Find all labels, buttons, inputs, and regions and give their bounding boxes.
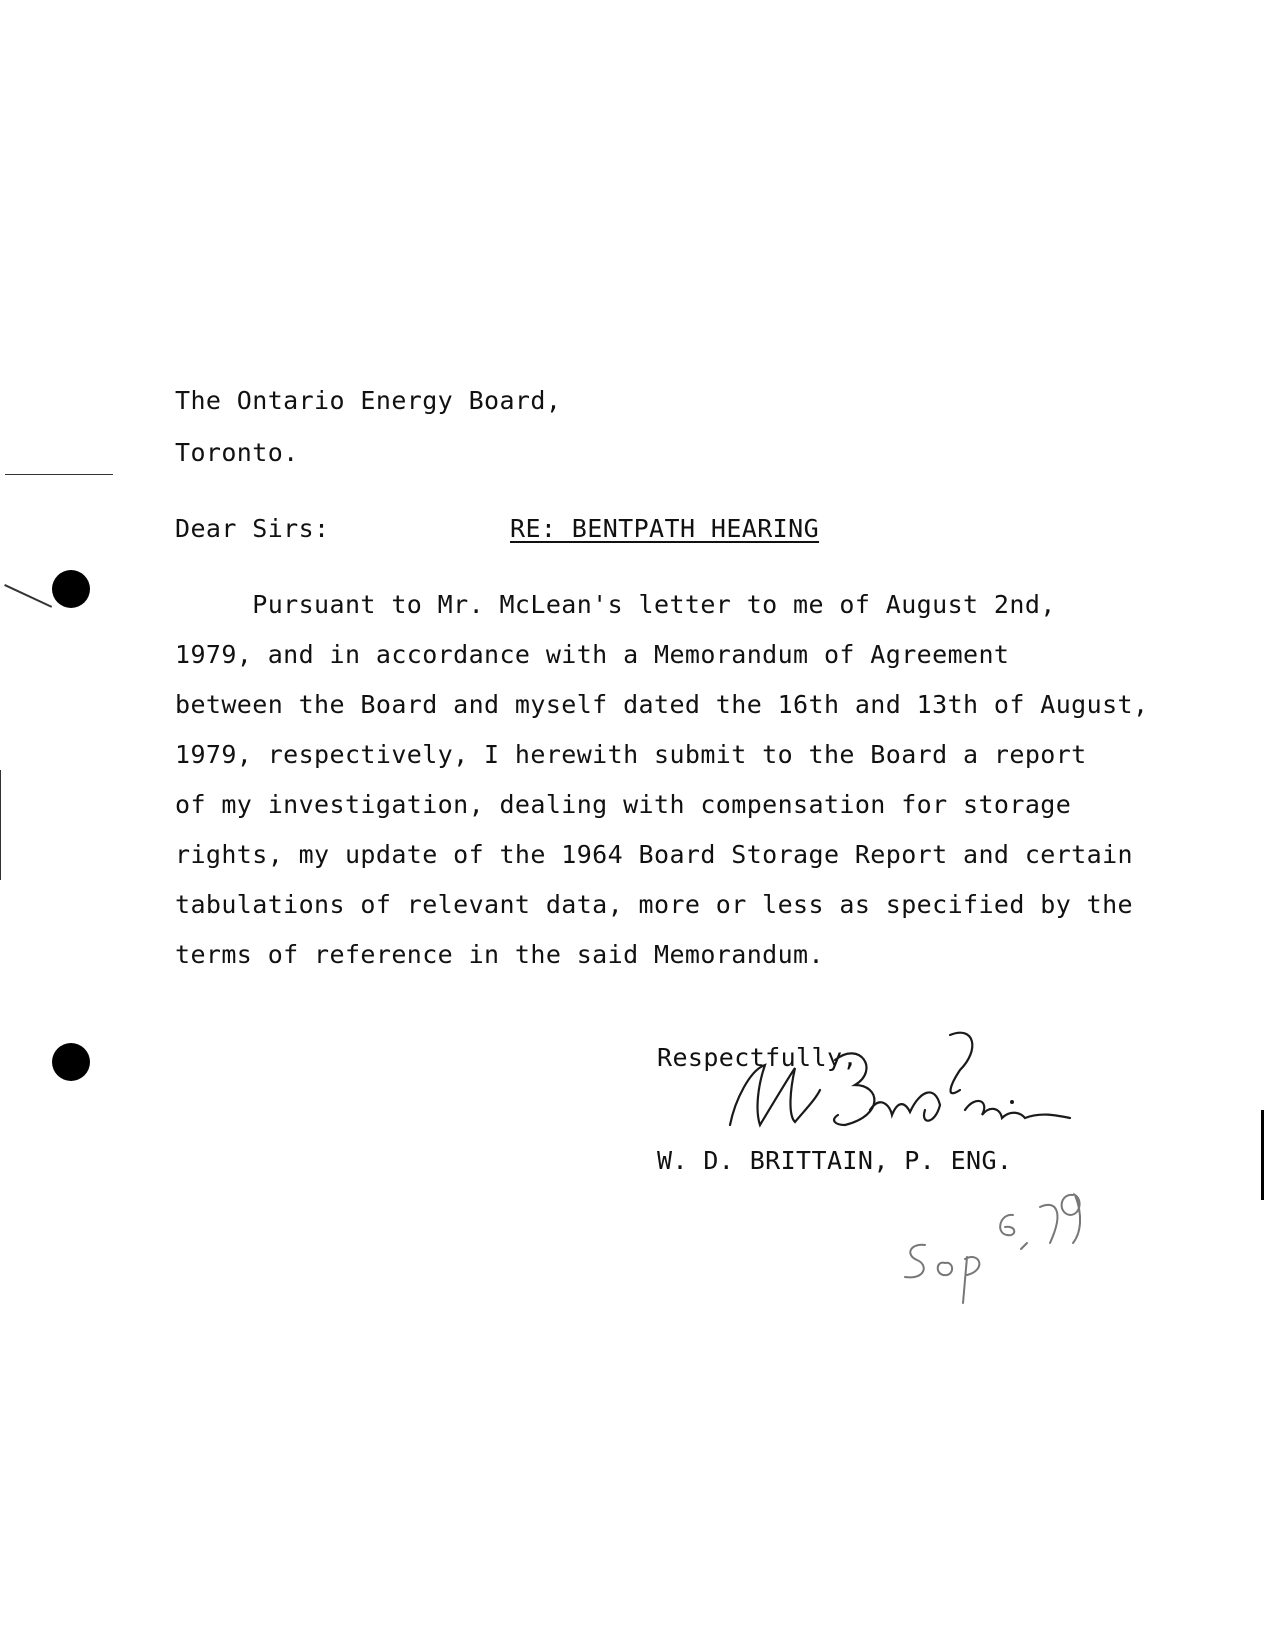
body-line-8: terms of reference in the said Memorandum. xyxy=(175,940,824,969)
body-line-5: of my investigation, dealing with compensation for storage xyxy=(175,790,1072,819)
closing: Respectfully, xyxy=(657,1043,858,1072)
handwritten-signature xyxy=(720,1030,1120,1140)
punch-hole-top xyxy=(52,570,90,608)
body-line-6: rights, my update of the 1964 Board Storage Report and certain xyxy=(175,840,1133,869)
subject-line: RE: BENTPATH HEARING xyxy=(510,514,820,543)
scan-mark-left-edge xyxy=(0,770,1,880)
recipient-line-2: Toronto. xyxy=(175,438,299,467)
salutation: Dear Sirs: xyxy=(175,514,330,543)
punch-hole-bottom xyxy=(52,1043,90,1081)
body-line-7: tabulations of relevant data, more or less as specified by the xyxy=(175,890,1133,919)
handwritten-date xyxy=(895,1185,1115,1305)
scan-mark-left-line xyxy=(5,474,113,475)
body-line-1: Pursuant to Mr. McLean's letter to me of August 2nd, xyxy=(175,590,1056,619)
body-line-4: 1979, respectively, I herewith submit to the Board a report xyxy=(175,740,1087,769)
body-line-3: between the Board and myself dated the 16th and 13th of August, xyxy=(175,690,1149,719)
scan-mark-diagonal xyxy=(4,584,52,607)
body-line-2: 1979, and in accordance with a Memorandum of Agreement xyxy=(175,640,1010,669)
recipient-line-1: The Ontario Energy Board, xyxy=(175,386,562,415)
signer-name: W. D. BRITTAIN, P. ENG. xyxy=(657,1146,1013,1175)
